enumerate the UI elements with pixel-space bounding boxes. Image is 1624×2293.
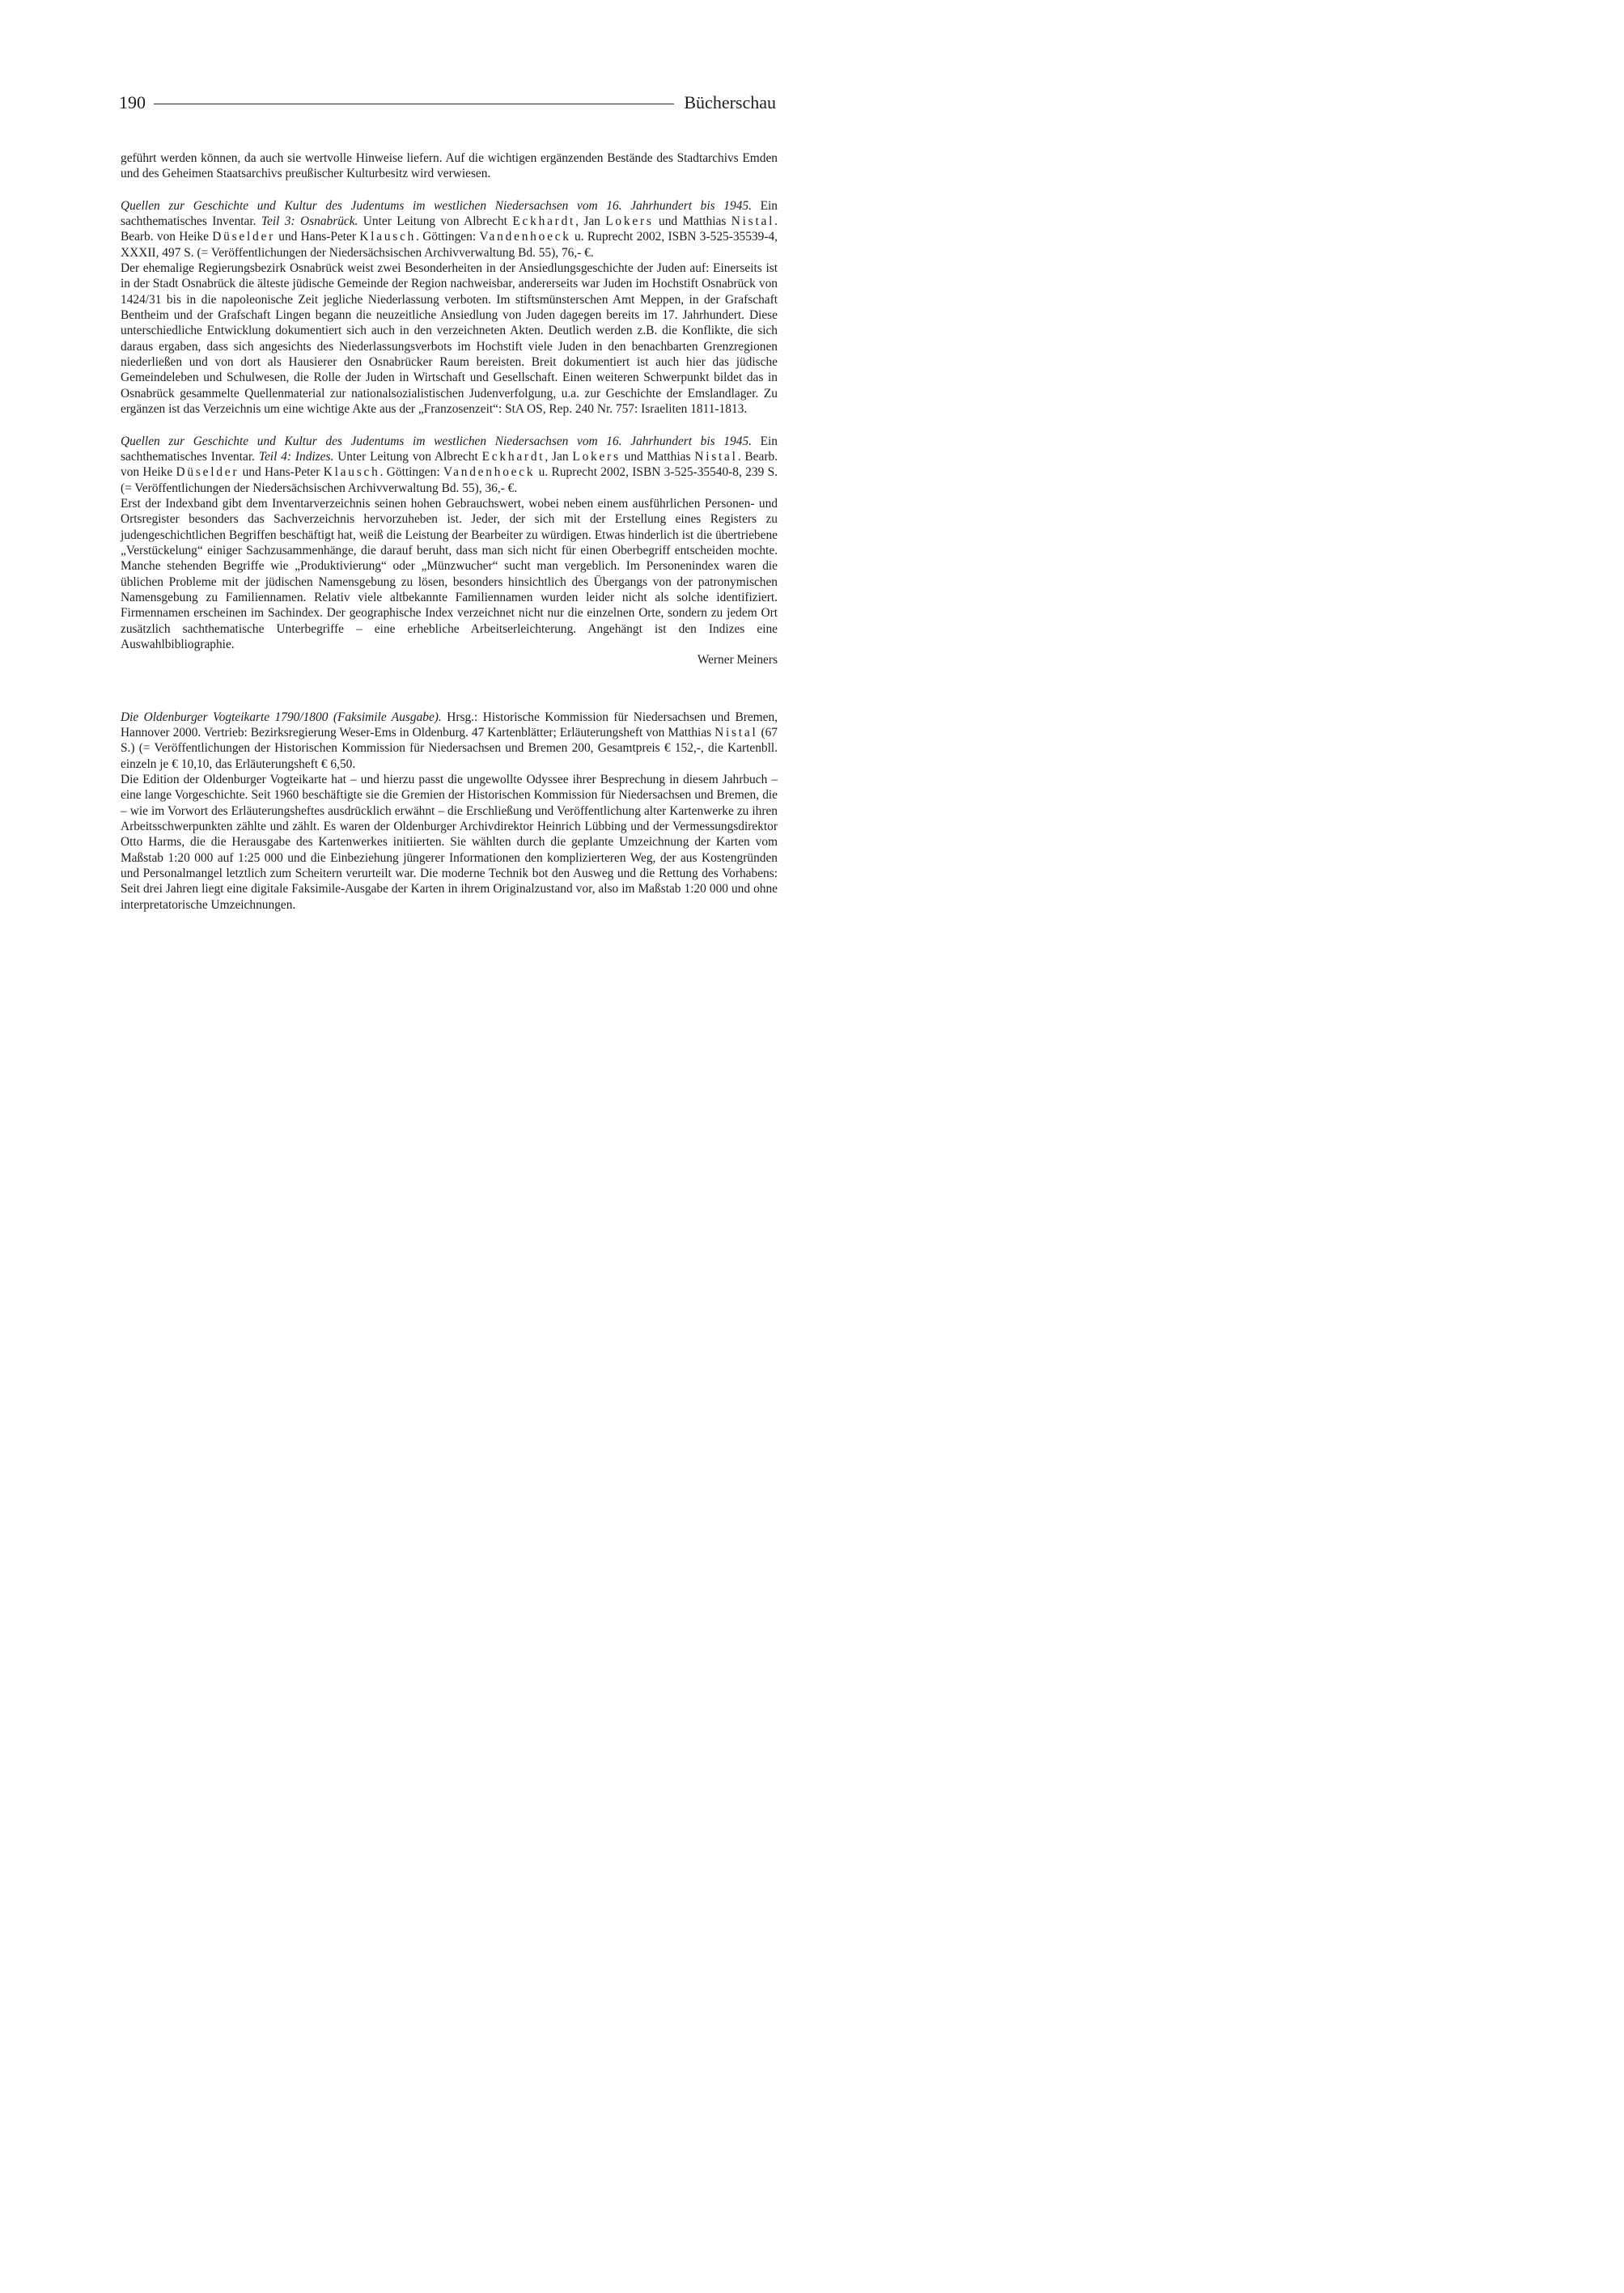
spacer bbox=[121, 182, 778, 198]
book-title: Quellen zur Geschichte und Kultur des Judentums im westlichen Niedersachsen vom 16. Jahrhundert bis 1945. bbox=[121, 198, 752, 213]
citation-text: und Matthias bbox=[620, 449, 695, 464]
publication-info: u. Ruprecht 2002, ISBN 3-525-35539-4, XXXII, 497 S. (= Veröffentlichungen der Niedersächsischen Archivverwaltung Bd. 55), 76,- €. bbox=[121, 230, 778, 260]
spacer bbox=[121, 417, 778, 434]
publication-info: Hrsg.: Historische Kommission für Niedersachsen und Bremen, Hannover 2000. Vertrieb: Bezirksregierung Weser-Ems in Oldenburg. 47 Kartenblätter; Erläuterungsheft von Matthias bbox=[121, 710, 778, 740]
review-body: Erst der Indexband gibt dem Inventarverzeichnis seinen hohen Gebrauchswert, wobei neben einem ausführlichen Personen- und Ortsregister besonders das Sachverzeichnis hervorzuheben ist. Jeder, der sich mit der Erstellung eines Registers zu judengeschichtlichen Begriffen beschäftigt hat, weiß die Leistung der Bearbeiter zu würdigen. Etwas hinderlich ist die übertriebene „Verstückelung“ einiger Sachzusammenhänge, die darauf beruht, dass man sich nicht für einen Oberbegriff entscheiden mochte. Manche stehenden Begriffe wie „Produktivierung“ oder „Münzwucher“ sucht man vergeblich. Im Personenindex waren die üblichen Probleme mit der jüdischen Namensgebung zu lösen, besonders hinsichtlich des Übergangs von der patronymischen Namensgebung zu Familiennamen. Relativ viele altbekannte Familiennamen wurden leider nicht als solche identifiziert. Firmennamen erscheinen im Sachindex. Der geographische Index verzeichnet nicht nur die einzelnen Orte, sondern zu jedem Ort zusätzlich sachthematische Unterbegriffe – eine erhebliche Arbeitserleichterung. Angehängt ist den Indizes eine Auswahlbibliographie. bbox=[121, 496, 778, 651]
citation-text: , Jan bbox=[545, 449, 573, 464]
editor-name: Lokers bbox=[572, 449, 621, 464]
review-citation bbox=[121, 434, 778, 496]
running-header bbox=[119, 91, 776, 114]
editor-name: Klausch bbox=[323, 465, 380, 480]
book-title: Quellen zur Geschichte und Kultur des Judentums im westlichen Niedersachsen vom 16. Jahrhundert bis 1945. bbox=[121, 434, 752, 448]
book-title: Die Oldenburger Vogteikarte 1790/1800 (Faksimile Ausgabe). bbox=[121, 710, 442, 724]
book-subtitle: Ein sachthematisches Inventar. bbox=[121, 434, 778, 464]
review-citation bbox=[121, 198, 778, 261]
citation-text: Unter Leitung von Albrecht bbox=[333, 449, 482, 464]
book-subtitle: Ein sachthematisches Inventar. bbox=[121, 198, 778, 229]
citation-text: und Matthias bbox=[653, 214, 731, 229]
citation-text: . Bearb. von Heike bbox=[121, 214, 778, 244]
page-body bbox=[121, 150, 778, 913]
citation-text: Unter Leitung von Albrecht bbox=[358, 214, 513, 229]
citation-text: . Göttingen: bbox=[416, 230, 480, 244]
publisher-name: Vandenhoeck bbox=[479, 230, 571, 244]
author-name: Nistal bbox=[714, 726, 758, 740]
citation-text: und Hans-Peter bbox=[239, 465, 324, 480]
citation-text: und Hans-Peter bbox=[275, 230, 360, 244]
editor-name: Düselder bbox=[212, 230, 275, 244]
editor-name: Nistal bbox=[694, 449, 738, 464]
spacer bbox=[121, 668, 778, 710]
book-part: Teil 3: Osnabrück. bbox=[261, 214, 358, 229]
page-number: 190 bbox=[119, 92, 146, 112]
citation-text: . Bearb. von Heike bbox=[121, 449, 778, 480]
publisher-name: Vandenhoeck bbox=[443, 465, 536, 480]
editor-name: Nistal bbox=[731, 214, 775, 229]
editor-name: Düselder bbox=[176, 465, 240, 480]
citation-text: . Göttingen: bbox=[379, 465, 443, 480]
review-body: Die Edition der Oldenburger Vogteikarte hat – und hierzu passt die ungewollte Odyssee ihrer Besprechung in diesem Jahrbuch – eine lange Vorgeschichte. Seit 1960 beschäftigte sie die Gremien der Historischen Kommission für Niedersachsen und Bremen, die – wie im Vorwort des Erläuterungsheftes ausdrücklich erwähnt – die Erschließung und Veröffentlichung alter Kartenwerke zu ihren Arbeitsschwerpunkten zählte und zählt. Es waren der Oldenburger Archivdirektor Heinrich Lübbing und der Vermessungsdirektor Otto Harms, die die Herausgabe des Kartenwerkes initiierten. Sie wählten durch die geplante Umzeichnung der Karten vom Maßstab 1:20 000 auf 1:25 000 und die Einbeziehung jüngerer Informationen den komplizierteren Weg, der aus Kostengründen und Personalmangel letztlich zum Scheitern verurteilt war. Die moderne Technik bot den Ausweg und die Rettung des Vorhabens: Seit drei Jahren liegt eine digitale Faksimile-Ausgabe der Karten in ihrem Originalzustand vor, also im Maßstab 1:20 000 und ohne interpretatorische Umzeichnungen. bbox=[121, 773, 778, 912]
editor-name: Eckhardt bbox=[512, 214, 576, 229]
publication-info: (67 S.) (= Veröffentlichungen der Historischen Kommission für Niedersachsen und Bremen 200, Gesamtpreis € 152,-, die Kartenbll. einzeln je € 10,10, das Erläuterungsheft € 6,50. bbox=[121, 726, 778, 771]
intro-paragraph: geführt werden können, da auch sie wertvolle Hinweise liefern. Auf die wichtigen ergänzenden Bestände des Stadtarchivs Emden und des Geheimen Staatsarchivs preußischer Kulturbesitz wird verwiesen. bbox=[121, 151, 778, 181]
review-citation bbox=[121, 710, 778, 772]
book-part: Teil 4: Indizes. bbox=[258, 449, 334, 464]
reviewer-signature: Werner Meiners bbox=[697, 653, 778, 668]
editor-name: Lokers bbox=[605, 214, 654, 229]
publication-info: u. Ruprecht 2002, ISBN 3-525-35540-8, 239 S. (= Veröffentlichungen der Niedersächsischen Archivverwaltung Bd. 55), 36,- €. bbox=[121, 465, 778, 495]
editor-name: Eckhardt bbox=[481, 449, 545, 464]
review-body: Der ehemalige Regierungsbezirk Osnabrück weist zwei Besonderheiten in der Ansiedlungsgeschichte der Juden auf: Einerseits ist in der Stadt Osnabrück die älteste jüdische Gemeinde der Region nachweisbar, andererseits war Juden im Hochstift Osnabrück von 1424/31 bis in die napoleonische Zeit jegliche Niederlassung verboten. Im stiftsmünsterschen Amt Meppen, in der Grafschaft Bentheim und der Grafschaft Lingen begann die neuzeitliche Ansiedlung von Juden dagegen bereits im 17. Jahrhundert. Diese unterschiedliche Entwicklung dokumentiert sich auch in den verzeichneten Akten. Deutlich werden z.B. die Konflikte, die sich daraus ergaben, dass sich angesichts des Niederlassungsverbots im Hochstift viele Juden in den benachbarten Grenzregionen niederließen und von dort als Hausierer den Osnabrücker Raum bereisten. Breit dokumentiert ist auch hier das jüdische Gemeindeleben und Schulwesen, die Rolle der Juden in Wirtschaft und Gesellschaft. Einen weiteren Schwerpunkt bildet das in Osnabrück gesammelte Quellenmaterial zur nationalsozialistischen Judenverfolgung, u.a. zur Geschichte der Emslandlager. Zu ergänzen ist das Verzeichnis um eine wichtige Akte aus der „Franzosenzeit“: StA OS, Rep. 240 Nr. 757: Israeliten 1811-1813. bbox=[121, 261, 778, 417]
editor-name: Klausch bbox=[359, 230, 417, 244]
running-title: Bücherschau bbox=[684, 92, 776, 112]
citation-text: , Jan bbox=[575, 214, 606, 229]
